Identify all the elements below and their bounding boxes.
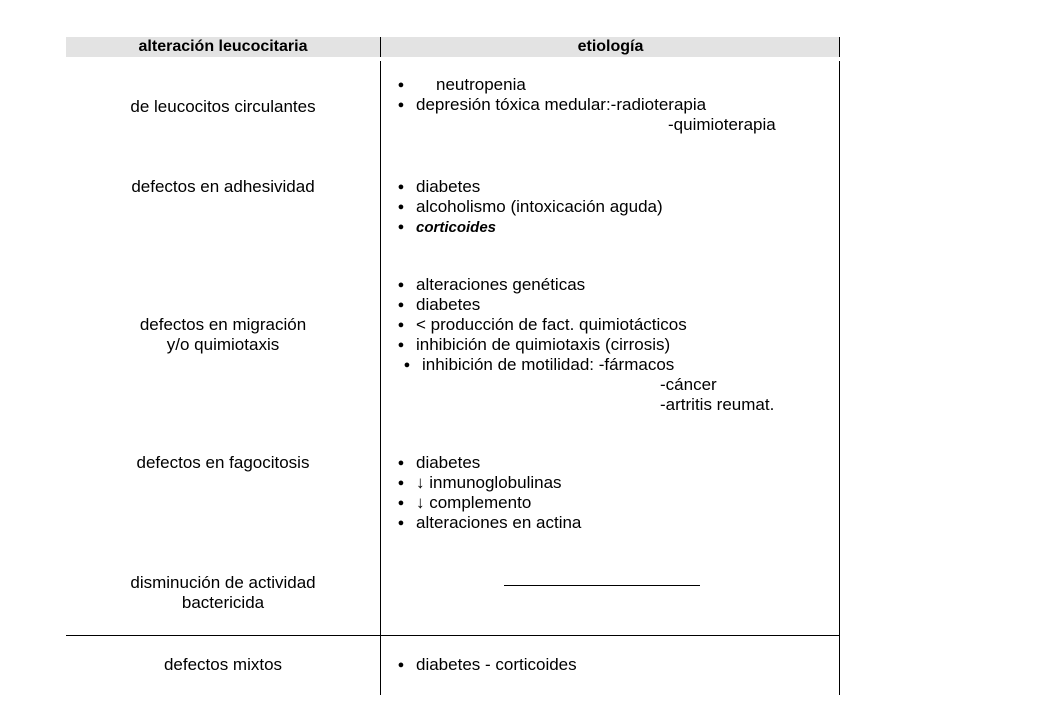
row-label-migration: defectos en migración y/o quimiotaxis (139, 315, 307, 354)
bullet-icon: ● (397, 201, 405, 213)
bullet-icon: ● (397, 477, 405, 489)
leukocyte-table (66, 37, 840, 695)
table-right-border (839, 61, 840, 695)
empty-value-dash (504, 585, 700, 586)
bullet-icon: ● (397, 79, 405, 91)
bullet-icon: ● (403, 359, 411, 371)
row-label-bactericidal: disminución de actividad bactericida (130, 573, 316, 612)
list-item: ● inhibición de quimiotaxis (cirrosis) (384, 335, 834, 355)
row-etiology-migration (384, 275, 834, 415)
row-etiology-adhesion (384, 177, 834, 237)
row-etiology-phagocytosis (384, 453, 834, 533)
bullet-icon: ● (397, 457, 405, 469)
row-etiology-circulating (384, 75, 834, 135)
row-label-circulating: de leucocitos circulantes (130, 97, 316, 116)
list-subitem: -cáncer (660, 375, 717, 394)
bullet-icon: ● (397, 221, 405, 233)
list-item: ● inhibición de motilidad: -fármacos (384, 355, 834, 375)
bullet-icon: ● (397, 497, 405, 509)
list-item: ● alcoholismo (intoxicación aguda) (384, 197, 834, 217)
bullet-icon: ● (397, 181, 405, 193)
bullet-icon: ● (397, 517, 405, 529)
column-divider (380, 61, 381, 695)
bullet-icon: ● (397, 299, 405, 311)
bullet-icon: ● (397, 279, 405, 291)
list-item: ● < producción de fact. quimiotácticos (384, 315, 834, 335)
bullet-icon: ● (397, 339, 405, 351)
list-item: ● neutropenia (384, 75, 834, 95)
header-right-border (839, 37, 840, 57)
row-etiology-bactericidal (384, 573, 834, 597)
list-item: ● alteraciones genéticas (384, 275, 834, 295)
list-item: ● corticoides (384, 217, 834, 237)
list-item: ● diabetes (384, 177, 834, 197)
row-label-adhesion: defectos en adhesividad (131, 177, 315, 196)
row-label-mixed: defectos mixtos (163, 655, 283, 674)
row-etiology-mixed (384, 655, 834, 675)
row-separator (66, 635, 840, 636)
list-item: ● depresión tóxica medular:-radioterapia (384, 95, 834, 115)
list-item: ● diabetes (384, 453, 834, 473)
list-item: ● diabetes (384, 295, 834, 315)
list-item: ● alteraciones en actina (384, 513, 834, 533)
table-header (66, 37, 840, 57)
bullet-icon: ● (397, 99, 405, 111)
header-col-etiology: etiología (577, 38, 644, 55)
list-subitem: -artritis reumat. (660, 395, 775, 414)
bullet-icon: ● (397, 659, 405, 671)
list-item: ● ↓ complemento (384, 493, 834, 513)
list-item: ● diabetes - corticoides (384, 655, 834, 675)
list-subitem: -quimioterapia (668, 115, 776, 134)
header-col-alteration: alteración leucocitaria (138, 38, 308, 55)
list-item: ● ↓ inmunoglobulinas (384, 473, 834, 493)
header-divider (380, 37, 381, 57)
bullet-icon: ● (397, 319, 405, 331)
row-label-phagocytosis: defectos en fagocitosis (136, 453, 310, 472)
